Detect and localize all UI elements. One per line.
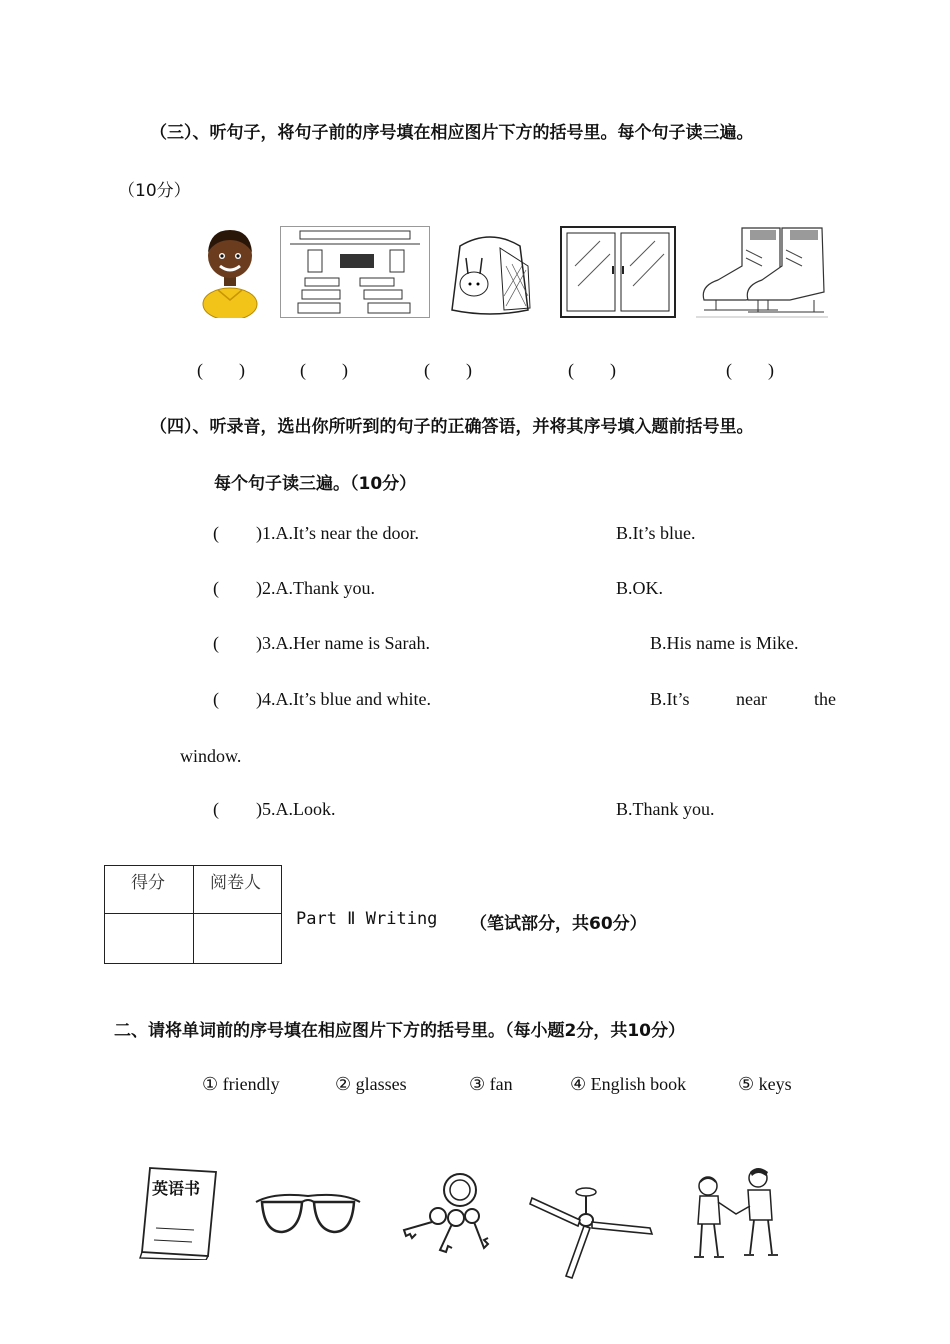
item4-option-b-word4: window. [180,746,242,766]
english-book-picture [138,1166,220,1260]
section4-title: （四）、听录音，选出你所听到的句子的正确答语，并将其序号填入题前括号里。 [150,417,754,437]
item1-option-b: B.It’s blue. [616,523,696,543]
boy-picture [200,224,260,318]
word-5: ⑤ keys [738,1074,792,1094]
word-3: ③ fan [469,1074,513,1094]
section4-subtitle: 每个句子读三遍。（10分） [214,474,417,494]
item4-option-b-word3: the [814,689,836,709]
item5-paren[interactable]: ( [213,799,219,819]
item2-option-b: B.OK. [616,578,664,598]
blank-1[interactable]: ( ) [197,360,245,380]
blank-3[interactable]: ( ) [424,360,472,380]
part2-note: （笔试部分，共60分） [470,914,647,934]
item1-paren[interactable]: ( [213,523,219,543]
item4-option-b-word2: near [736,689,767,709]
item4-option-a: )4.A.It’s blue and white. [256,689,431,709]
item5-option-a: )5.A.Look. [256,799,336,819]
item4-paren[interactable]: ( [213,689,219,709]
word-1: ① friendly [202,1074,280,1094]
item3-option-b: B.His name is Mike. [650,633,799,653]
item4-option-b-word1: B.It’s [650,689,690,709]
classroom-picture [280,226,430,318]
item3-option-a: )3.A.Her name is Sarah. [256,633,430,653]
part2-title: Part Ⅱ Writing [296,909,438,929]
item3-paren[interactable]: ( [213,633,219,653]
glasses-picture [254,1188,362,1238]
score-header: 得分 [131,873,165,893]
question2-title: 二、请将单词前的序号填在相应图片下方的括号里。（每小题2分，共10分） [114,1021,685,1041]
section3-title: （三）、听句子，将句子前的序号填在相应图片下方的括号里。每个句子读三遍。 [150,123,754,143]
section3-points: （10分） [118,181,191,201]
word-2: ② glasses [335,1074,407,1094]
blank-2[interactable]: ( ) [300,360,348,380]
score-table [104,865,282,964]
word-4: ④ English book [570,1074,687,1094]
item2-paren[interactable]: ( [213,578,219,598]
schoolbag-picture [440,226,540,318]
friends-shaking-hands-picture [692,1164,778,1260]
window-picture [560,226,676,318]
item1-option-a: )1.A.It’s near the door. [256,523,419,543]
skates-picture [696,226,828,318]
item5-option-b: B.Thank you. [616,799,715,819]
blank-5[interactable]: ( ) [726,360,774,380]
keys-picture [398,1170,492,1256]
ceiling-fan-picture [528,1184,656,1280]
blank-4[interactable]: ( ) [568,360,616,380]
grader-header: 阅卷人 [210,873,261,893]
item2-option-a: )2.A.Thank you. [256,578,375,598]
book-label: 英语书 [152,1179,201,1198]
